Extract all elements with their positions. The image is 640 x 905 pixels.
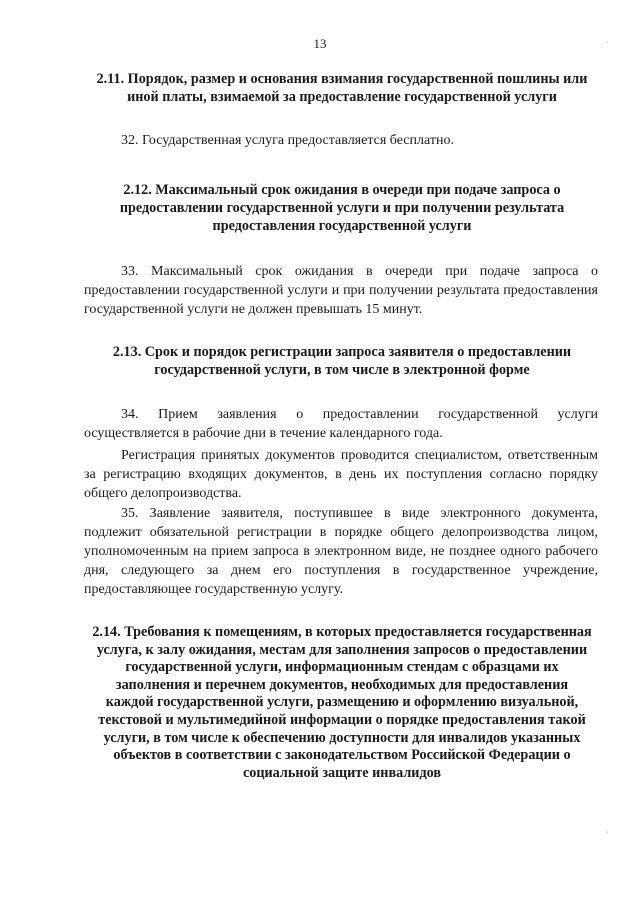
section-heading-2-13: 2.13. Срок и порядок регистрации запроса заявителя о предоставлении государственной услуги, в том числе в электронной форме	[112, 344, 572, 378]
margin-tick-mark: ˈ	[606, 830, 609, 840]
margin-tick-mark: ˈ	[606, 40, 609, 50]
section-heading-2-12: 2.12. Максимальный срок ожидания в очереди при подаче запроса о предоставлении государственной услуги и при получении результата предоставления государственной услуги	[119, 182, 565, 234]
paragraph-34-registration: Регистрация принятых документов проводится специалистом, ответственным за регистрацию входящих документов, в день их поступления согласно порядку общего делопроизводства.	[84, 448, 598, 501]
section-heading-2-11: 2.11. Порядок, размер и основания взимания государственной пошлины или иной платы, взимаемой за предоставление государственной услуги	[96, 71, 588, 105]
paragraph-35: 35. Заявление заявителя, поступившее в виде электронного документа, подлежит обязательной регистрации в порядке общего делопроизводства лицом, уполномоченным на прием запроса в электронном виде, не позднее одного рабочего дня, следующего за днем его поступления в государственное учреждение, предоставляющее государственную услугу.	[84, 506, 598, 597]
page-number: 13	[313, 36, 327, 51]
paragraph-33: 33. Максимальный срок ожидания в очереди при подаче запроса о предоставлении государственной услуги и при получении результата предоставления государственной услуги не должен превышать 15 минут.	[84, 264, 598, 317]
paragraph-34: 34. Прием заявления о предоставлении государственной услуги осуществляется в рабочие дни в течение календарного года.	[84, 407, 598, 441]
paragraph-32: 32. Государственная услуга предоставляется бесплатно.	[121, 133, 454, 148]
section-heading-2-14: 2.14. Требования к помещениям, в которых предоставляется государственная услуга, к залу ожидания, местам для заполнения запросов о предоставлении государственной услуги, информационным стендам с образцами их заполнения и перечнем документов, необходимых для предоставления каждой государственной услуги, размещению и оформлению визуальной, текстовой и мультимедийной информации о порядке предоставления такой услуги, в том числе к обеспечению доступности для инвалидов указанных объектов в соответствии с законодательством Российской Федерации о социальной защите инвалидов	[92, 624, 592, 781]
